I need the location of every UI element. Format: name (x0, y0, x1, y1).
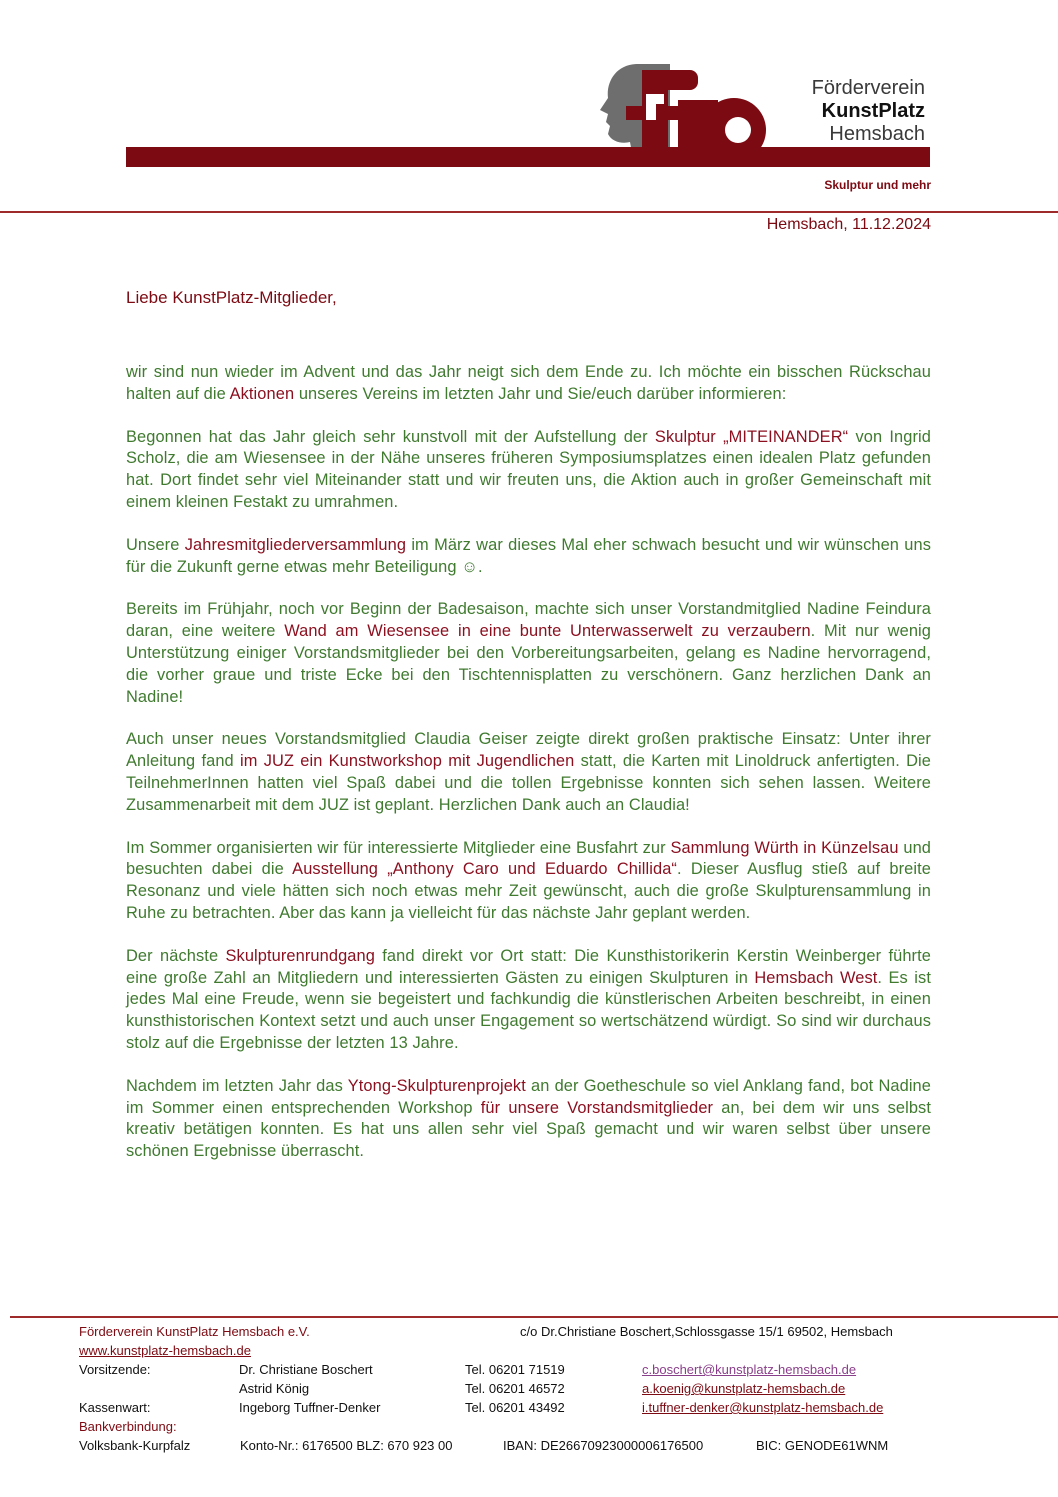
treasurer-name: Ingeborg Tuffner-Denker (239, 1400, 381, 1415)
bank-account: Konto-Nr.: 6176500 BLZ: 670 923 00 (240, 1438, 453, 1453)
treasurer-email-link[interactable]: i.tuffner-denker@kunstplatz-hemsbach.de (642, 1400, 884, 1415)
footer-address: c/o Dr.Christiane Boschert,Schlossgasse 15/1 69502, Hemsbach (520, 1324, 893, 1339)
chair1-email-link[interactable]: c.boschert@kunstplatz-hemsbach.de (642, 1362, 857, 1377)
text-run: . Dieser Ausflug stieß auf breite Resonanz und viele hätten sich noch etwas mehr Zeit gewünscht, auch die große Skulpturensammlung in Ruhe zu betrachten. Aber das kann ja vielleicht für das nächste Jahr geplant werden. (126, 860, 931, 922)
footer-divider (10, 1316, 1058, 1318)
text-run: von Ingrid Scholz, die am Wiesensee in der Nähe unseres früheren Symposiumsplatzes einen idealen Platz gefunden hat. Dort findet sehr viel Miteinander statt und wir freuten uns, die Aktion auch in großer Gemeinschaft mit einem kleinen Festakt zu umrahmen. (126, 427, 931, 511)
treasurer-label: Kassenwart: (79, 1400, 151, 1415)
org-name-line3: Hemsbach (829, 123, 925, 145)
paragraph-sculpture (126, 427, 931, 514)
text-run: Bereits im Frühjahr, noch vor Beginn der Badesaison, machte sich unser Vorstandmitglied Nadine Feindura daran, eine weitere (126, 600, 931, 641)
letter-date: Hemsbach, 11.12.2024 (766, 216, 931, 233)
text-run: an der Goetheschule so viel Anklang fand, bot Nadine im Sommer einen entsprechenden Workshop (126, 1076, 931, 1117)
text-run: Begonnen hat das Jahr gleich sehr kunstvoll mit der Aufstellung der (126, 427, 655, 446)
paragraph-actions (126, 362, 931, 406)
bank-name: Volksbank-Kurpfalz (79, 1438, 191, 1453)
text-run: Im Sommer organisierten wir für interessierte Mitglieder eine Busfahrt zur (126, 838, 671, 857)
highlighted-phrase: Wand am Wiesensee in eine bunte Unterwasserwelt zu verzaubern (284, 622, 811, 641)
chair1-name: Dr. Christiane Boschert (239, 1362, 373, 1377)
bank-bic: BIC: GENODE61WNM (756, 1438, 889, 1453)
chair1-tel: Tel. 06201 71519 (465, 1362, 565, 1377)
footer (79, 1322, 939, 1455)
text-run: Unsere (126, 535, 185, 554)
text-run: Der nächste (126, 946, 226, 965)
text-run: Auch unser neues Vorstandsmitglied Claudia Geiser zeigte direkt großen praktische Einsatz: Unter ihrer Anleitung fand (126, 730, 931, 771)
chair2-tel: Tel. 06201 46572 (465, 1381, 565, 1396)
chair2-name: Astrid König (239, 1381, 310, 1396)
letter-body (126, 362, 931, 1184)
org-name-line1: Förderverein (811, 77, 925, 99)
text-run: statt, die Karten mit Linoldruck anfertigten. Die TeilnehmerInnen hatten viel Spaß dabei und die tollen Ergebnisse konnten sich sehen lassen. Weitere Zusammenarbeit mit dem JUZ ist geplant. Herzlichen Dank auch an Claudia! (126, 752, 932, 814)
org-name-line2: KunstPlatz (821, 100, 925, 122)
text-run: . Es ist jedes Mal eine Freude, wenn sie begeistert und fachkundig die künstlerischen Arbeiten beschreibt, in einen kunsthistorischen Kontext setzt und auch unser Engagement so wertschätzend würdigt. So sind wir durchaus stolz auf die Ergebnisse der letzten 13 Jahre. (126, 968, 931, 1052)
greeting: Liebe KunstPlatz-Mitglieder, (126, 288, 337, 307)
highlighted-phrase: Hemsbach West (754, 968, 878, 987)
treasurer-tel: Tel. 06201 43492 (465, 1400, 565, 1415)
paragraph-tour (126, 946, 931, 1055)
paragraph-ytong (126, 1076, 931, 1163)
bank-iban: IBAN: DE26670923000006176500 (503, 1438, 704, 1453)
chair-label: Vorsitzende: (79, 1362, 151, 1377)
bank-label: Bankverbindung: (79, 1419, 177, 1434)
highlighted-phrase: Skulptur „MITEINANDER“ (654, 427, 849, 446)
text-run: an, bei dem wir uns selbst kreativ betätigen konnten. Es hat uns allen sehr viel Spaß gemacht und wir waren selbst über unsere schönen Ergebnisse überrascht. (126, 1098, 931, 1161)
highlighted-phrase: für unsere Vorstandsmitglieder (480, 1098, 714, 1117)
text-run: im März war dieses Mal eher schwach besucht und wir wünschen uns für die Zukunft gerne etwas mehr Beteiligung ☺. (126, 535, 932, 576)
highlighted-phrase: Aktionen (229, 384, 295, 403)
highlighted-phrase: im JUZ ein Kunstworkshop mit Jugendlichen (239, 752, 575, 771)
header-band (126, 147, 930, 167)
highlighted-phrase: Ytong-Skulpturenprojekt (347, 1076, 526, 1095)
highlighted-phrase: Ausstellung „Anthony Caro und Eduardo Chillida“ (292, 860, 677, 879)
highlighted-phrase: Skulpturenrundgang (225, 946, 375, 965)
paragraph-workshop (126, 729, 931, 816)
text-run: und besuchten dabei die (126, 838, 931, 879)
tagline: Skulptur und mehr (824, 178, 931, 192)
paragraph-assembly (126, 535, 931, 579)
text-run: Nachdem im letzten Jahr das (126, 1076, 348, 1095)
text-run: wir sind nun wieder im Advent und das Jahr neigt sich dem Ende zu. Ich möchte ein bisschen Rückschau halten auf die (126, 363, 931, 403)
highlighted-phrase: Sammlung Würth in Künzelsau (670, 838, 899, 857)
paragraph-mural (126, 599, 931, 708)
footer-website-link[interactable]: www.kunstplatz-hemsbach.de (79, 1343, 251, 1358)
header-divider (0, 211, 1058, 213)
paragraph-trip (126, 838, 931, 925)
highlighted-phrase: Jahresmitgliederversammlung (184, 535, 407, 554)
text-run: unseres Vereins im letzten Jahr und Sie/euch darüber informieren: (294, 384, 787, 403)
footer-org-name: Förderverein KunstPlatz Hemsbach e.V. (79, 1324, 310, 1339)
chair2-email-link[interactable]: a.koenig@kunstplatz-hemsbach.de (642, 1381, 846, 1396)
text-run: . Mit nur wenig Unterstützung einiger Vorstandsmitglieder bei den Vorbereitungsarbeiten, gelang es Nadine hervorragend, die vorher graue und triste Ecke bei den Tischtennisplatten zu verschönern. Ganz herzlichen Dank an Nadine! (126, 622, 931, 706)
text-run: fand direkt vor Ort statt: Die Kunsthistorikerin Kerstin Weinberger führte eine große Zahl an Mitgliedern und interessierten Gästen zu einigen Skulpturen in (126, 946, 931, 987)
